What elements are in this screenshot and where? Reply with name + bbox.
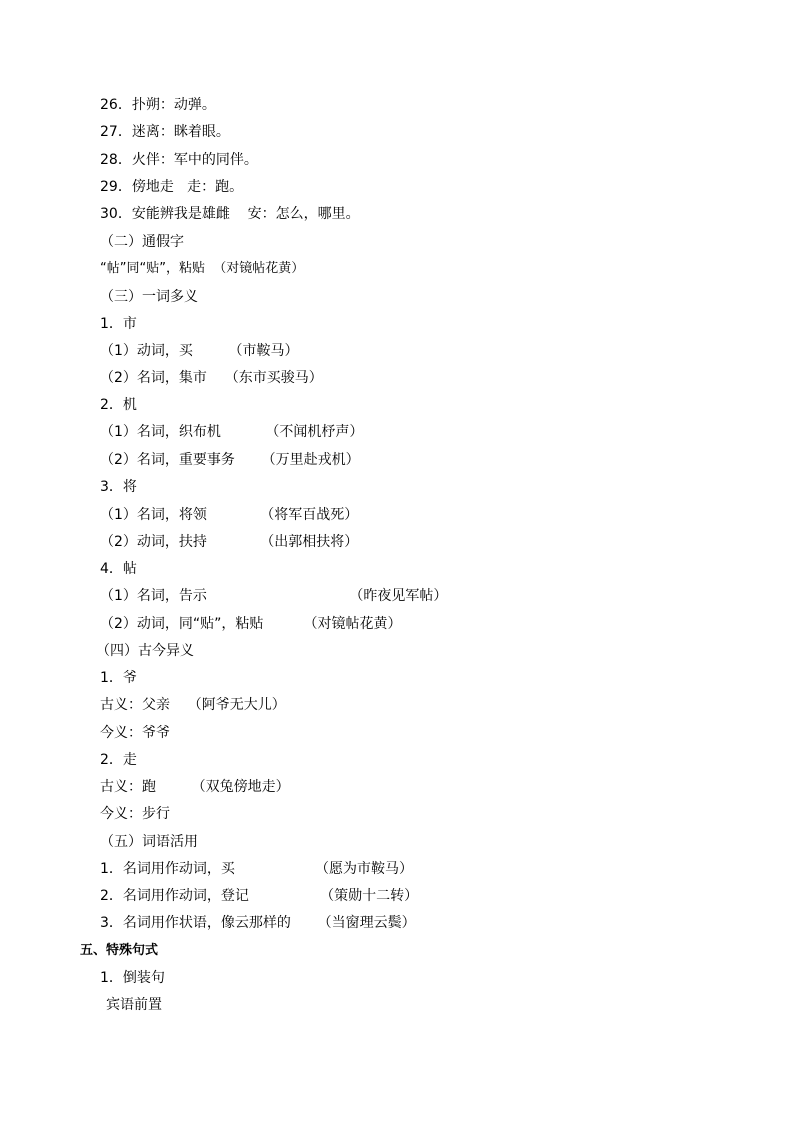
text-line-30: 30．安能辨我是雄雌 安：怎么，哪里。 [100, 206, 360, 222]
section-heading-gujinyiyi: （四）古今异义 [96, 643, 194, 659]
text-line-ye-jin: 今义：爷爷 [100, 725, 170, 741]
text-line-jiang-2: （2）动词，扶持 （出郭相扶将） [100, 534, 359, 550]
section-heading-ciyuhuoyong: （五）词语活用 [100, 834, 198, 850]
text-line-tie-1: （1）名词，告示 （昨夜见军帖） [100, 588, 448, 604]
item-heading-zou: 2．走 [100, 752, 137, 768]
text-line-tongjiazi: “帖”同“贴”，粘贴 （对镜帖花黄） [100, 261, 305, 276]
text-line-zou-gu: 古义：跑 （双兔傍地走） [100, 779, 290, 795]
text-line-jiang-1: （1）名词，将领 （将军百战死） [100, 507, 359, 523]
text-line-ji-1: （1）名词，织布机 （不闻机杼声） [100, 424, 364, 440]
section-heading-teshujushi: 五、特殊句式 [80, 943, 159, 958]
text-line-shi-2: （2）名词，集市 （东市买骏马） [100, 370, 323, 386]
text-line-28: 28．火伴：军中的同伴。 [100, 152, 258, 168]
item-heading-jiang: 3．将 [100, 479, 137, 495]
section-heading-tongjiazi: （二）通假字 [100, 234, 184, 250]
text-line-huoyong-1: 1．名词用作动词，买 （愿为市鞍马） [100, 861, 414, 877]
item-heading-daozhuangju: 1．倒装句 [100, 970, 165, 986]
item-heading-ji: 2．机 [100, 397, 137, 413]
text-line-huoyong-3: 3．名词用作状语，像云那样的 （当窗理云鬓） [100, 915, 416, 931]
text-line-shi-1: （1）动词，买 （市鞍马） [100, 343, 299, 359]
text-line-huoyong-2: 2．名词用作动词，登记 （策勋十二转） [100, 888, 419, 904]
text-line-binyuqianzhi: 宾语前置 [106, 997, 162, 1013]
text-line-26: 26．扑朔：动弹。 [100, 97, 216, 113]
item-heading-ye: 1．爷 [100, 670, 137, 686]
text-line-ye-gu: 古义：父亲 （阿爷无大儿） [100, 697, 286, 713]
section-heading-yiciduoyi: （三）一词多义 [100, 289, 198, 305]
text-line-ji-2: （2）名词，重要事务 （万里赴戎机） [100, 452, 360, 468]
text-line-27: 27．迷离：眯着眼。 [100, 124, 230, 140]
text-line-tie-2: （2）动词，同“贴”，粘贴 （对镜帖花黄） [100, 616, 402, 632]
item-heading-shi: 1．市 [100, 316, 137, 332]
item-heading-tie: 4．帖 [100, 561, 137, 577]
text-line-29: 29．傍地走 走：跑。 [100, 179, 244, 195]
text-line-zou-jin: 今义：步行 [100, 806, 170, 822]
